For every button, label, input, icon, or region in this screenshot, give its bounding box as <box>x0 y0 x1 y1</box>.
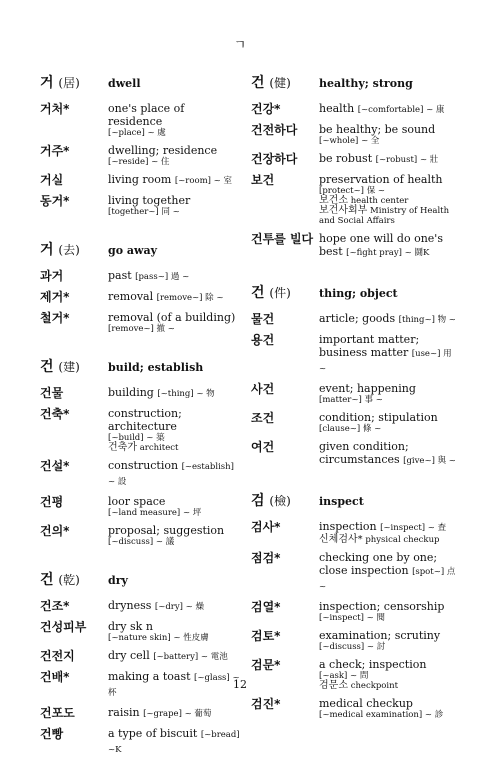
sub-text: architect <box>139 443 179 453</box>
definition-text: dryness <box>108 599 152 612</box>
definition-text: condition; stipulation <box>319 411 438 424</box>
definition-text: making a toast <box>108 670 191 683</box>
headword-text: 건 <box>251 285 265 301</box>
definition-line <box>319 697 456 710</box>
sub-text: [~discuss] ~ 議 <box>108 537 175 547</box>
entry-definition <box>319 102 456 117</box>
headword-text: 거 <box>40 75 54 91</box>
definition-text: raisin <box>108 706 140 719</box>
dictionary-entry <box>40 311 240 334</box>
entry-word: 건물 <box>40 386 64 400</box>
entry-word: 건성피부 <box>40 620 87 634</box>
definition-text: important matter; business matter <box>319 333 420 359</box>
sub-line <box>319 395 456 405</box>
sub-text: [~land measure] ~ 坪 <box>108 508 202 518</box>
definition-text: medical checkup <box>319 697 413 710</box>
dictionary-entry <box>251 152 456 167</box>
dictionary-entry <box>40 290 240 305</box>
dictionary-entry <box>40 495 240 518</box>
group-meaning: inspect <box>319 495 364 508</box>
left-column <box>40 72 240 763</box>
etymology: [~thing] ~ 物 <box>157 389 215 399</box>
entry-word: 거주* <box>40 144 70 158</box>
definition-text: living together <box>108 194 191 207</box>
dictionary-entry <box>40 524 240 547</box>
definition-line <box>108 706 240 721</box>
definition-text: removal <box>108 290 154 303</box>
entry-definition <box>108 649 240 664</box>
definition-text: preservation of health <box>319 173 443 186</box>
headword-hanja: (件) <box>269 286 291 300</box>
group-meaning: dwell <box>108 77 141 90</box>
sub-text: [~medical examination] ~ 診 <box>319 710 444 720</box>
entry-definition <box>108 459 240 489</box>
sub-line <box>319 642 456 652</box>
entry-group <box>40 356 240 547</box>
entry-definition <box>108 386 240 401</box>
etymology: [~grape] ~ 葡萄 <box>143 709 212 719</box>
dictionary-entry <box>251 551 456 594</box>
entry-word: 건평 <box>40 495 64 509</box>
etymology: [~glass] ~ 杯 <box>108 673 240 698</box>
entry-definition <box>108 727 240 757</box>
sub-line <box>319 613 456 623</box>
sub-text: health center <box>350 196 409 206</box>
group-header <box>251 72 456 102</box>
entry-definition <box>108 706 240 721</box>
group-header <box>40 569 240 599</box>
dictionary-entry <box>40 269 240 284</box>
headword-text: 건 <box>251 75 265 91</box>
entry-word: 건전지 <box>40 649 75 663</box>
etymology: [thing~] 物 ~ <box>398 315 456 325</box>
sub-text: [matter~] 事 ~ <box>319 395 383 405</box>
dictionary-entry <box>251 123 456 146</box>
entry-definition <box>108 173 240 188</box>
entry-word: 동거* <box>40 194 70 208</box>
entry-definition <box>319 629 456 652</box>
etymology: [~robust] ~ 壯 <box>375 155 439 165</box>
definition-text: building <box>108 386 154 399</box>
entry-definition <box>108 495 240 518</box>
dictionary-entry <box>251 520 456 545</box>
etymology: [~fight pray] ~ 鬪K <box>346 248 430 258</box>
sub-text: [~place] ~ 處 <box>108 128 166 138</box>
section-gap <box>40 340 240 356</box>
headword <box>40 569 108 589</box>
entry-definition <box>108 599 240 614</box>
dictionary-entry <box>40 459 240 489</box>
entry-definition <box>108 144 240 167</box>
section-gap <box>40 223 240 239</box>
entry-definition <box>108 194 240 217</box>
dictionary-entry <box>40 599 240 614</box>
entry-word: 사건 <box>251 382 275 396</box>
definition-line <box>108 524 240 537</box>
sub-line <box>108 537 240 547</box>
sub-keyword: 건축가 <box>108 442 137 453</box>
entry-word: 건빵 <box>40 727 64 741</box>
definition-line <box>108 599 240 614</box>
definition-line <box>319 600 456 613</box>
definition-line <box>319 382 456 395</box>
entry-group <box>40 72 240 217</box>
page-header-mark: ㄱ <box>233 38 247 53</box>
definition-line <box>319 658 456 671</box>
sub-line <box>108 443 240 453</box>
sub-line <box>108 324 240 334</box>
sub-line <box>108 157 240 167</box>
definition-text: living room <box>108 173 172 186</box>
sub-keyword: 신체검사* <box>319 534 363 545</box>
definition-text: one's place of residence <box>108 102 185 128</box>
definition-line <box>319 629 456 642</box>
dictionary-entry <box>40 194 240 217</box>
dictionary-entry <box>40 407 240 453</box>
entry-definition <box>319 520 456 545</box>
dictionary-entry <box>251 102 456 117</box>
entry-word: 건조* <box>40 599 70 613</box>
definition-text: inspection; censorship <box>319 600 445 613</box>
definition-line <box>108 311 240 324</box>
definition-text: article; goods <box>319 312 396 325</box>
etymology: [~inspect] ~ 査 <box>380 523 447 533</box>
entry-word: 검토* <box>251 629 281 643</box>
definition-text: health <box>319 102 355 115</box>
entry-word: 용건 <box>251 333 275 347</box>
sub-line <box>108 508 240 518</box>
entry-word: 철거* <box>40 311 70 325</box>
sub-text: [~reside] ~ 住 <box>108 157 170 167</box>
definition-line <box>319 520 456 535</box>
entry-group <box>40 239 240 334</box>
dictionary-entry <box>40 386 240 401</box>
definition-line <box>319 440 456 468</box>
definition-text: a check; inspection <box>319 658 427 671</box>
etymology: [remove~] 除 ~ <box>156 293 224 303</box>
definition-line <box>108 495 240 508</box>
headword-hanja: (檢) <box>269 494 291 508</box>
dictionary-entry <box>251 232 456 260</box>
sub-text: [~whole] ~ 全 <box>319 136 380 146</box>
definition-line <box>319 173 456 186</box>
right-column <box>251 72 456 726</box>
definition-line <box>319 102 456 117</box>
etymology: [~room] ~ 室 <box>174 176 232 186</box>
entry-word: 조건 <box>251 411 275 425</box>
sub-text: physical checkup <box>365 535 440 545</box>
entry-word: 건설* <box>40 459 70 473</box>
sub-line <box>319 710 456 720</box>
entry-word: 물건 <box>251 312 275 326</box>
dictionary-entry <box>251 697 456 720</box>
group-meaning: dry <box>108 574 128 587</box>
dictionary-entry <box>251 411 456 434</box>
definition-text: past <box>108 269 132 282</box>
definition-text: proposal; suggestion <box>108 524 225 537</box>
dictionary-entry <box>251 312 456 327</box>
entry-word: 거처* <box>40 102 70 116</box>
entry-word: 검열* <box>251 600 281 614</box>
sub-keyword: 검문소 <box>319 680 348 691</box>
dictionary-entry <box>251 629 456 652</box>
etymology: [~battery] ~ 電池 <box>153 652 228 662</box>
group-meaning: healthy; strong <box>319 77 413 90</box>
definition-text: event; happening <box>319 382 416 395</box>
dictionary-entry <box>40 102 240 138</box>
entry-definition <box>108 407 240 453</box>
dictionary-entry <box>40 173 240 188</box>
entry-definition <box>319 173 456 226</box>
group-header <box>251 282 456 312</box>
entry-definition <box>319 312 456 327</box>
sub-line <box>319 424 456 434</box>
sub-text: [~build] ~ 築 <box>108 433 165 443</box>
headword-hanja: (乾) <box>58 573 80 587</box>
group-header <box>40 72 240 102</box>
entry-definition <box>319 382 456 405</box>
definition-text: inspection <box>319 520 377 533</box>
entry-definition <box>319 232 456 260</box>
entry-definition <box>319 123 456 146</box>
definition-line <box>319 312 456 327</box>
definition-line <box>108 649 240 664</box>
etymology: [use~] 用 ~ <box>319 349 452 374</box>
entry-definition <box>319 551 456 594</box>
entry-word: 제거* <box>40 290 70 304</box>
definition-line <box>108 407 240 433</box>
entry-definition <box>108 311 240 334</box>
etymology: [spot~] 点 ~ <box>319 567 456 592</box>
definition-line <box>108 386 240 401</box>
sub-text: [~discuss] ~ 討 <box>319 642 386 652</box>
definition-text: dwelling; residence <box>108 144 218 157</box>
headword-text: 검 <box>251 493 265 509</box>
sub-keyword: 보건소 <box>319 195 348 206</box>
etymology: [~bread] ~K <box>108 730 240 755</box>
entry-word: 건전하다 <box>251 123 298 137</box>
entry-word: 검문* <box>251 658 281 672</box>
definition-line <box>108 727 240 757</box>
entry-word: 보건 <box>251 173 275 187</box>
group-meaning: thing; object <box>319 287 398 300</box>
section-gap <box>40 553 240 569</box>
definition-line <box>108 173 240 188</box>
sub-line <box>108 207 240 217</box>
entry-word: 여건 <box>251 440 275 454</box>
headword-hanja: (建) <box>58 360 80 374</box>
entry-definition <box>319 333 456 376</box>
headword-text: 건 <box>40 572 54 588</box>
definition-text: construction; architecture <box>108 407 182 433</box>
definition-text: removal (of a building) <box>108 311 236 324</box>
sub-text: [~nature skin] ~ 性皮膚 <box>108 633 209 643</box>
section-gap <box>251 266 456 282</box>
entry-definition <box>108 102 240 138</box>
definition-text: dry cell <box>108 649 150 662</box>
definition-line <box>108 290 240 305</box>
sub-text: [remove~] 撤 ~ <box>108 324 175 334</box>
dictionary-entry <box>40 727 240 757</box>
definition-line <box>319 551 456 594</box>
definition-text: hope one will do one's best <box>319 232 443 258</box>
headword <box>251 72 319 92</box>
entry-word: 건투를 빌다 <box>251 232 314 246</box>
dictionary-entry <box>40 649 240 664</box>
definition-text: checking one by one; close inspection <box>319 551 438 577</box>
sub-text: [~ask] ~ 問 <box>319 671 369 681</box>
sub-line <box>319 535 456 545</box>
headword <box>251 490 319 510</box>
headword-hanja: (健) <box>269 76 291 90</box>
sub-text: checkpoint <box>350 681 399 691</box>
group-header <box>40 239 240 269</box>
entry-definition <box>319 697 456 720</box>
entry-word: 과거 <box>40 269 64 283</box>
entry-word: 건축* <box>40 407 70 421</box>
definition-text: be healthy; be sound <box>319 123 436 136</box>
entry-word: 검진* <box>251 697 281 711</box>
entry-definition <box>108 620 240 643</box>
sub-text: [protect~] 保 ~ <box>319 186 386 196</box>
entry-word: 건포도 <box>40 706 75 720</box>
entry-definition <box>319 152 456 167</box>
group-header <box>40 356 240 386</box>
definition-line <box>108 102 240 128</box>
sub-line <box>319 206 456 226</box>
definition-line <box>319 411 456 424</box>
entry-word: 점검* <box>251 551 281 565</box>
sub-text: [together~] 同 ~ <box>108 207 180 217</box>
entry-word: 거실 <box>40 173 64 187</box>
dictionary-entry <box>40 620 240 643</box>
entry-word: 검사* <box>251 520 281 534</box>
sub-line <box>319 136 456 146</box>
group-meaning: build; establish <box>108 361 204 374</box>
definition-text: construction <box>108 459 179 472</box>
definition-line <box>108 194 240 207</box>
definition-line <box>108 620 240 633</box>
entry-word: 건강* <box>251 102 281 116</box>
dictionary-entry <box>251 600 456 623</box>
definition-line <box>319 333 456 376</box>
etymology: [give~] 與 ~ <box>403 456 456 466</box>
headword-text: 거 <box>40 242 54 258</box>
definition-line <box>319 232 456 260</box>
entry-word: 건장하다 <box>251 152 298 166</box>
definition-text: be robust <box>319 152 373 165</box>
definition-text: given condition; circumstances <box>319 440 409 466</box>
etymology: [~establish] ~ 設 <box>108 462 234 487</box>
definition-line <box>108 269 240 284</box>
entry-definition <box>319 440 456 468</box>
entry-definition <box>108 290 240 305</box>
headword <box>251 282 319 302</box>
section-gap <box>251 474 456 490</box>
entry-group <box>251 72 456 260</box>
dictionary-entry <box>40 706 240 721</box>
definition-text: a type of biscuit <box>108 727 198 740</box>
page-number: 12 <box>233 678 247 691</box>
etymology: [~dry] ~ 燥 <box>154 602 204 612</box>
entry-definition <box>319 411 456 434</box>
sub-keyword: 보건사회부 <box>319 205 368 216</box>
group-header <box>251 490 456 520</box>
definition-line <box>108 144 240 157</box>
headword <box>40 356 108 376</box>
definition-text: loor space <box>108 495 166 508</box>
definition-line <box>108 459 240 489</box>
sub-text: [clause~] 條 ~ <box>319 424 382 434</box>
dictionary-entry <box>251 382 456 405</box>
entry-group <box>40 569 240 757</box>
etymology: [pass~] 過 ~ <box>135 272 190 282</box>
etymology: [~comfortable] ~ 康 <box>357 105 445 115</box>
dictionary-entry <box>40 144 240 167</box>
entry-definition <box>319 600 456 623</box>
entry-word: 건배* <box>40 670 70 684</box>
entry-group <box>251 282 456 468</box>
dictionary-entry <box>251 440 456 468</box>
definition-text: examination; scrutiny <box>319 629 441 642</box>
sub-text: Ministry of Health and Social Affairs <box>319 206 450 226</box>
entry-word: 건의* <box>40 524 70 538</box>
definition-line <box>319 152 456 167</box>
sub-line <box>108 633 240 643</box>
group-meaning: go away <box>108 244 157 257</box>
definition-text: dry sk n <box>108 620 153 633</box>
entry-definition <box>108 269 240 284</box>
headword-hanja: (去) <box>58 243 80 257</box>
definition-line <box>319 123 456 136</box>
entry-definition <box>108 524 240 547</box>
headword-hanja: (居) <box>58 76 80 90</box>
headword <box>40 72 108 92</box>
sub-line <box>108 128 240 138</box>
headword-text: 건 <box>40 359 54 375</box>
headword <box>40 239 108 259</box>
dictionary-entry <box>251 173 456 226</box>
sub-text: [~inspect] ~ 閱 <box>319 613 385 623</box>
dictionary-entry <box>251 333 456 376</box>
